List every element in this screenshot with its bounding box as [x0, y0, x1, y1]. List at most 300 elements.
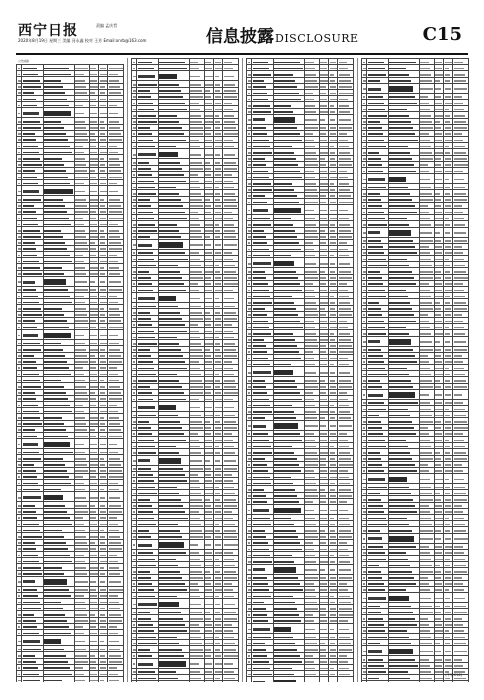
- cell-text-bar: [159, 368, 187, 370]
- cell-text-bar: [18, 608, 21, 610]
- cell-text-bar: [205, 337, 212, 339]
- cell-text-bar: [339, 242, 347, 244]
- cell-text-bar: [248, 620, 251, 622]
- cell-text-bar: [75, 158, 85, 160]
- cell-text-bar: [90, 555, 96, 557]
- cell-text-bar: [190, 84, 201, 86]
- cell-text-bar: [205, 474, 211, 476]
- cell-text-bar: [90, 444, 96, 446]
- cell-text-bar: [248, 668, 251, 670]
- cell-text-bar: [75, 230, 85, 232]
- table-cell: [319, 677, 329, 682]
- cell-text-bar: [159, 306, 178, 308]
- cell-text-bar: [44, 92, 65, 94]
- cell-text-bar: [90, 380, 97, 382]
- cell-text-bar: [133, 637, 136, 639]
- cell-text-bar: [330, 255, 334, 257]
- cell-text-bar: [44, 595, 70, 597]
- cell-text-bar: [253, 105, 270, 107]
- cell-text-bar: [23, 626, 37, 628]
- cell-text-bar: [44, 152, 72, 154]
- cell-text-bar: [44, 199, 62, 201]
- cell-text-bar: [339, 386, 352, 388]
- cell-text-bar: [138, 643, 157, 645]
- cell-text-bar: [330, 133, 336, 135]
- cell-text-bar: [339, 277, 353, 279]
- cell-text-bar: [248, 458, 252, 460]
- cell-text-bar: [90, 314, 98, 316]
- cell-text-bar: [320, 608, 325, 610]
- cell-text-bar: [224, 199, 237, 201]
- cell-text-bar: [253, 433, 268, 435]
- table-cell: [252, 677, 273, 682]
- cell-text-bar: [274, 380, 295, 382]
- cell-text-bar: [224, 655, 238, 657]
- cell-text-bar: [100, 355, 105, 357]
- table-cell: [189, 539, 204, 549]
- cell-text-bar: [138, 571, 150, 573]
- cell-text-bar: [138, 236, 150, 238]
- cell-text-bar: [224, 380, 236, 382]
- cell-text-bar: [205, 76, 212, 78]
- cell-text-bar: [248, 602, 252, 604]
- cell-text-bar: [190, 380, 201, 382]
- cell-text-bar: [133, 76, 136, 78]
- table-cell: [273, 205, 304, 215]
- cell-text-bar: [305, 483, 315, 485]
- cell-text-bar: [133, 252, 136, 254]
- cell-text-bar: [320, 405, 327, 407]
- cell-text-bar: [305, 629, 315, 631]
- cell-text-bar: [248, 133, 251, 135]
- cell-text-bar: [215, 193, 220, 195]
- cell-text-bar: [44, 105, 69, 107]
- cell-text-bar: [159, 499, 181, 501]
- cell-text-bar: [90, 626, 96, 628]
- cell-text-bar: [330, 308, 335, 310]
- cell-text-bar: [339, 668, 350, 670]
- cell-text-bar: [138, 655, 152, 657]
- cell-text-bar: [224, 306, 235, 308]
- section-title-chinese: 信息披露: [206, 27, 274, 47]
- cell-text-bar: [44, 146, 70, 148]
- table-cell: [89, 439, 99, 449]
- cell-text-bar: [320, 171, 326, 173]
- table-cell: [43, 576, 74, 586]
- cell-text-bar: [109, 476, 123, 478]
- cell-text-bar: [100, 470, 106, 472]
- cell-text-bar: [90, 436, 96, 438]
- cell-text-bar: [100, 436, 106, 438]
- cell-text-bar: [253, 608, 266, 610]
- cell-text-bar: [75, 113, 84, 115]
- cell-text-bar: [339, 411, 351, 413]
- cell-text-bar: [305, 380, 317, 382]
- cell-text-bar: [159, 224, 177, 226]
- cell-text-bar: [305, 177, 314, 179]
- cell-text-bar: [248, 477, 251, 479]
- cell-text-bar: [339, 542, 348, 544]
- cell-text-bar: [159, 655, 183, 657]
- cell-text-bar: [224, 68, 234, 70]
- cell-text-bar: [215, 487, 219, 489]
- cell-text-bar: [339, 649, 352, 651]
- cell-text-bar: [339, 111, 350, 113]
- cell-text-bar: [18, 464, 22, 466]
- cell-text-bar: [44, 423, 64, 425]
- cell-text-bar: [274, 386, 297, 388]
- cell-text-bar: [75, 296, 83, 298]
- table-cell: [22, 186, 43, 196]
- cell-text-bar: [339, 674, 351, 676]
- cell-text-bar: [44, 614, 65, 616]
- cell-text-bar: [133, 312, 137, 314]
- cell-text-bar: [90, 191, 97, 193]
- table-cell: [158, 239, 189, 249]
- cell-text-bar: [253, 345, 266, 347]
- cell-text-bar: [215, 392, 221, 394]
- cell-text-bar: [190, 324, 198, 326]
- cell-text-bar: [253, 568, 265, 571]
- cell-text-bar: [253, 339, 264, 341]
- cell-text-bar: [75, 349, 85, 351]
- cell-text-bar: [90, 273, 98, 275]
- cell-text-bar: [215, 146, 222, 148]
- table-cell: [337, 258, 353, 268]
- cell-text-bar: [253, 477, 270, 479]
- cell-text-bar: [138, 297, 155, 300]
- cell-text-bar: [224, 259, 234, 261]
- cell-text-bar: [224, 277, 237, 279]
- table-cell: [214, 71, 223, 81]
- cell-text-bar: [215, 583, 221, 585]
- cell-text-bar: [100, 561, 107, 563]
- cell-text-bar: [133, 624, 136, 626]
- cell-text-bar: [305, 542, 313, 544]
- cell-text-bar: [44, 483, 71, 485]
- cell-text-bar: [100, 236, 105, 238]
- cell-text-bar: [248, 99, 251, 101]
- cell-text-bar: [18, 86, 21, 88]
- cell-text-bar: [138, 109, 154, 111]
- cell-text-bar: [253, 668, 270, 670]
- cell-text-bar: [320, 417, 325, 419]
- cell-text-bar: [339, 661, 349, 663]
- cell-text-bar: [305, 464, 318, 466]
- cell-text-bar: [224, 596, 235, 598]
- cell-text-bar: [75, 444, 83, 446]
- cell-text-bar: [190, 337, 200, 339]
- cell-text-bar: [253, 308, 265, 310]
- cell-text-bar: [253, 321, 268, 323]
- cell-text-bar: [330, 542, 336, 544]
- cell-text-bar: [90, 281, 95, 283]
- cell-text-bar: [320, 140, 327, 142]
- cell-text-bar: [215, 637, 219, 639]
- cell-text-bar: [90, 661, 96, 663]
- cell-text-bar: [138, 103, 153, 105]
- cell-text-bar: [44, 242, 65, 244]
- cell-text-bar: [138, 162, 149, 164]
- cell-text-bar: [253, 93, 267, 95]
- cell-text-bar: [320, 255, 327, 257]
- cell-text-bar: [75, 267, 85, 269]
- cell-text-bar: [159, 355, 183, 357]
- cell-text-bar: [75, 524, 84, 526]
- cell-text-bar: [330, 127, 336, 129]
- cell-text-bar: [100, 581, 106, 583]
- cell-text-bar: [274, 74, 292, 76]
- cell-text-bar: [215, 618, 221, 620]
- cell-text-bar: [339, 255, 349, 257]
- cell-text-bar: [23, 261, 39, 263]
- cell-text-bar: [109, 127, 120, 129]
- cell-text-bar: [44, 661, 67, 663]
- cell-text-bar: [90, 255, 96, 257]
- table-cell: [329, 114, 338, 124]
- cell-text-bar: [133, 511, 136, 513]
- table-cell: [74, 108, 89, 118]
- cell-text-bar: [253, 542, 268, 544]
- cell-text-bar: [305, 608, 317, 610]
- cell-text-bar: [253, 411, 272, 413]
- cell-text-bar: [248, 140, 251, 142]
- cell-text-bar: [224, 630, 234, 632]
- cell-text-bar: [205, 168, 210, 170]
- cell-text-bar: [159, 399, 185, 401]
- cell-text-bar: [305, 296, 315, 298]
- cell-text-bar: [44, 273, 64, 275]
- table-cell: [222, 293, 238, 303]
- cell-text-bar: [224, 399, 233, 401]
- cell-text-bar: [133, 121, 137, 123]
- cell-text-bar: [339, 637, 350, 639]
- cell-text-bar: [109, 641, 119, 643]
- cell-text-bar: [18, 641, 21, 643]
- cell-text-bar: [44, 121, 61, 123]
- cell-text-bar: [90, 267, 97, 269]
- cell-text-bar: [205, 174, 211, 176]
- cell-text-bar: [320, 458, 325, 460]
- table-cell: [204, 658, 214, 668]
- cell-text-bar: [75, 411, 84, 413]
- cell-text-bar: [190, 505, 203, 507]
- cell-text-bar: [109, 355, 121, 357]
- table-cell: [43, 677, 74, 682]
- cell-text-bar: [109, 177, 123, 179]
- cell-text-bar: [75, 327, 88, 329]
- cell-text-bar: [253, 637, 271, 639]
- cell-text-bar: [133, 596, 136, 598]
- cell-text-bar: [18, 302, 21, 304]
- cell-text-bar: [224, 671, 234, 673]
- cell-text-bar: [330, 643, 335, 645]
- cell-text-bar: [305, 277, 318, 279]
- cell-text-bar: [330, 510, 337, 512]
- cell-text-bar: [75, 667, 83, 669]
- cell-text-bar: [190, 298, 200, 300]
- cell-text-bar: [109, 146, 118, 148]
- table-column-2: [131, 58, 239, 682]
- cell-text-bar: [330, 177, 337, 179]
- cell-text-bar: [90, 92, 95, 94]
- cell-text-bar: [18, 392, 22, 394]
- table-row: [247, 258, 354, 268]
- cell-text-bar: [18, 655, 22, 657]
- cell-text-bar: [320, 195, 325, 197]
- cell-text-bar: [330, 464, 336, 466]
- cell-text-bar: [190, 230, 201, 232]
- cell-text-bar: [190, 415, 200, 417]
- cell-text-bar: [248, 218, 251, 220]
- cell-text-bar: [224, 121, 236, 123]
- cell-text-bar: [18, 595, 21, 597]
- cell-text-bar: [190, 244, 203, 246]
- cell-text-bar: [190, 511, 198, 513]
- cell-text-bar: [320, 386, 325, 388]
- cell-text-bar: [320, 99, 326, 101]
- cell-text-bar: [75, 595, 84, 597]
- cell-text-bar: [320, 649, 325, 651]
- cell-text-bar: [320, 530, 325, 532]
- cell-text-bar: [224, 324, 232, 326]
- cell-text-bar: [274, 189, 294, 191]
- cell-text-bar: [133, 212, 136, 214]
- cell-text-bar: [159, 589, 186, 591]
- cell-text-bar: [330, 321, 336, 323]
- cell-text-bar: [224, 236, 237, 238]
- cell-text-bar: [18, 105, 20, 107]
- cell-text-bar: [339, 218, 349, 220]
- cell-text-bar: [90, 649, 98, 651]
- cell-text-bar: [109, 581, 122, 583]
- cell-text-bar: [205, 68, 212, 70]
- cell-text-bar: [339, 458, 352, 460]
- cell-text-bar: [18, 386, 21, 388]
- cell-text-bar: [215, 536, 221, 538]
- cell-text-bar: [109, 99, 122, 101]
- cell-text-bar: [109, 398, 123, 400]
- cell-text-bar: [215, 624, 221, 626]
- cell-text-bar: [159, 559, 176, 561]
- cell-text-bar: [159, 618, 183, 620]
- cell-text-bar: [23, 152, 39, 154]
- cell-text-bar: [23, 289, 36, 291]
- cell-text-bar: [133, 415, 136, 417]
- cell-text-bar: [305, 555, 315, 557]
- cell-text-bar: [339, 351, 353, 353]
- cell-text-bar: [253, 602, 264, 604]
- table-cell: [252, 420, 273, 430]
- cell-text-bar: [100, 248, 106, 250]
- cell-text-bar: [305, 518, 315, 520]
- cell-text-bar: [215, 480, 222, 482]
- cell-text-bar: [205, 415, 213, 417]
- cell-text-bar: [330, 242, 336, 244]
- dateline: 2020年8月19日 星期三 美编 河永鑫 校对 王芳 Email:xnrb@163.com: [18, 38, 147, 43]
- cell-text-bar: [253, 277, 266, 279]
- cell-text-bar: [133, 663, 136, 665]
- cell-text-bar: [100, 146, 106, 148]
- cell-text-bar: [44, 620, 67, 622]
- cell-text-bar: [138, 75, 155, 78]
- cell-text-bar: [305, 255, 315, 257]
- cell-text-bar: [339, 483, 350, 485]
- cell-text-bar: [18, 626, 20, 628]
- cell-text-bar: [100, 224, 107, 226]
- cell-text-bar: [90, 164, 98, 166]
- cell-text-bar: [23, 398, 36, 400]
- cell-text-bar: [274, 290, 302, 292]
- cell-text-bar: [75, 127, 86, 129]
- cell-text-bar: [159, 433, 184, 435]
- cell-text-bar: [18, 255, 21, 257]
- cell-text-bar: [215, 96, 221, 98]
- cell-text-bar: [253, 440, 269, 442]
- cell-text-bar: [305, 364, 315, 366]
- cell-text-bar: [205, 421, 210, 423]
- cell-text-bar: [274, 183, 292, 185]
- cell-text-bar: [75, 205, 86, 207]
- cell-text-bar: [339, 133, 347, 135]
- cell-text-bar: [90, 483, 96, 485]
- cell-text-bar: [100, 661, 106, 663]
- cell-text-bar: [205, 386, 210, 388]
- cell-text-bar: [75, 355, 86, 357]
- cell-text-bar: [215, 468, 221, 470]
- cell-text-bar: [215, 230, 220, 232]
- cell-text-bar: [18, 405, 21, 407]
- cell-text-bar: [305, 458, 317, 460]
- table-cell: [204, 239, 214, 249]
- cell-text-bar: [205, 499, 210, 501]
- cell-text-bar: [23, 640, 40, 643]
- cell-text-bar: [248, 583, 251, 585]
- cell-text-bar: [339, 152, 351, 154]
- cell-text-bar: [248, 433, 251, 435]
- cell-text-bar: [253, 86, 266, 88]
- cell-text-bar: [248, 152, 251, 154]
- table-cell: [214, 149, 223, 159]
- cell-text-bar: [320, 510, 327, 512]
- cell-text-bar: [100, 398, 106, 400]
- cell-text-bar: [205, 671, 212, 673]
- cell-text-bar: [224, 349, 237, 351]
- cell-text-bar: [109, 423, 121, 425]
- cell-text-bar: [274, 508, 301, 514]
- cell-text-bar: [215, 174, 221, 176]
- cell-text-bar: [305, 171, 313, 173]
- cell-text-bar: [133, 499, 137, 501]
- cell-text-bar: [215, 252, 221, 254]
- cell-text-bar: [274, 423, 298, 429]
- cell-text-bar: [44, 464, 64, 466]
- cell-text-bar: [224, 440, 233, 442]
- cell-text-bar: [18, 218, 20, 220]
- cell-text-bar: [133, 386, 137, 388]
- cell-text-bar: [248, 308, 252, 310]
- newspaper-logo: 西宁日报: [18, 23, 78, 39]
- cell-text-bar: [205, 612, 210, 614]
- cell-text-bar: [109, 452, 119, 454]
- disclosure-table: [16, 64, 124, 682]
- cell-text-bar: [75, 164, 86, 166]
- cell-text-bar: [18, 649, 21, 651]
- cell-text-bar: [205, 62, 211, 64]
- cell-text-bar: [100, 177, 106, 179]
- cell-text-bar: [248, 518, 251, 520]
- cell-text-bar: [274, 405, 291, 407]
